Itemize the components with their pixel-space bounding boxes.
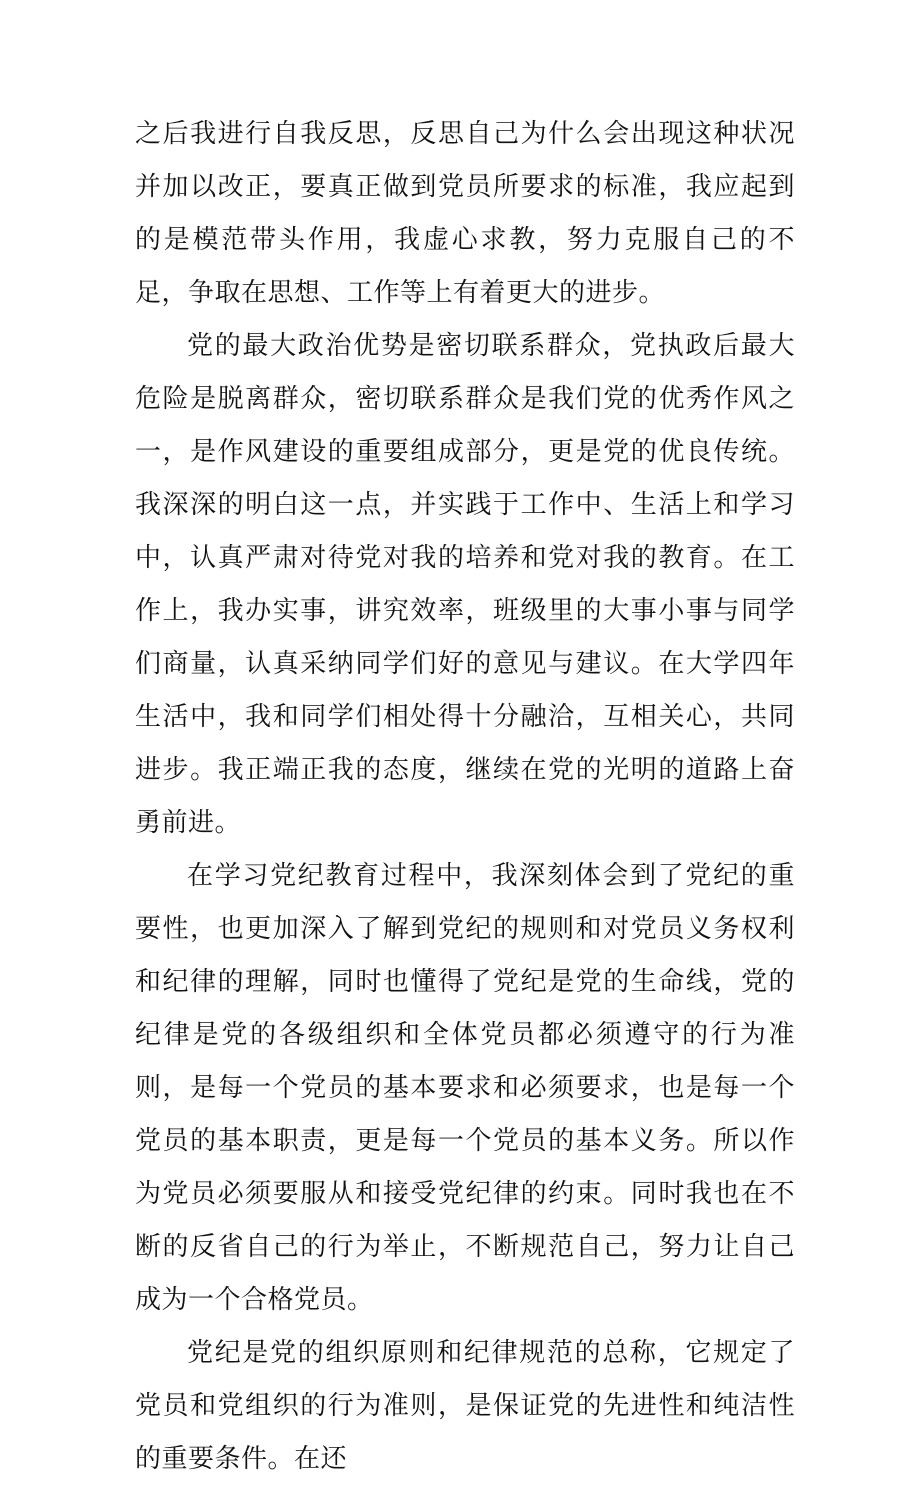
- document-body: [135, 108, 795, 1486]
- paragraph-4: 党纪是党的组织原则和纪律规范的总称，它规定了党员和党组织的行为准则，是保证党的先进性和纯洁性的重要条件。在还: [135, 1338, 795, 1474]
- paragraph-1: 之后我进行自我反思，反思自己为什么会出现这种状况并加以改正，要真正做到党员所要求的标准，我应起到的是模范带头作用，我虚心求教，努力克服自己的不足，争取在思想、工作等上有着更大的进步。: [135, 119, 795, 308]
- paragraph-3: 在学习党纪教育过程中，我深刻体会到了党纪的重要性，也更加深入了解到党纪的规则和对党员义务权利和纪律的理解，同时也懂得了党纪是党的生命线，党的纪律是党的各级组织和全体党员都必须遵守的行为准则，是每一个党员的基本要求和必须要求，也是每一个党员的基本职责，更是每一个党员的基本义务。所以作为党员必须要服从和接受党纪律的约束。同时我也在不断的反省自己的行为举止，不断规范自己，努力让自己成为一个合格党员。: [135, 861, 795, 1315]
- paragraph-2: 党的最大政治优势是密切联系群众，党执政后最大危险是脱离群众，密切联系群众是我们党的优秀作风之一，是作风建设的重要组成部分，更是党的优良传统。我深深的明白这一点，并实践于工作中、生活上和学习中，认真严肃对待党对我的培养和党对我的教育。在工作上，我办实事，讲究效率，班级里的大事小事与同学们商量，认真采纳同学们好的意见与建议。在大学四年生活中，我和同学们相处得十分融洽，互相关心，共同进步。我正端正我的态度，继续在党的光明的道路上奋勇前进。: [135, 331, 795, 838]
